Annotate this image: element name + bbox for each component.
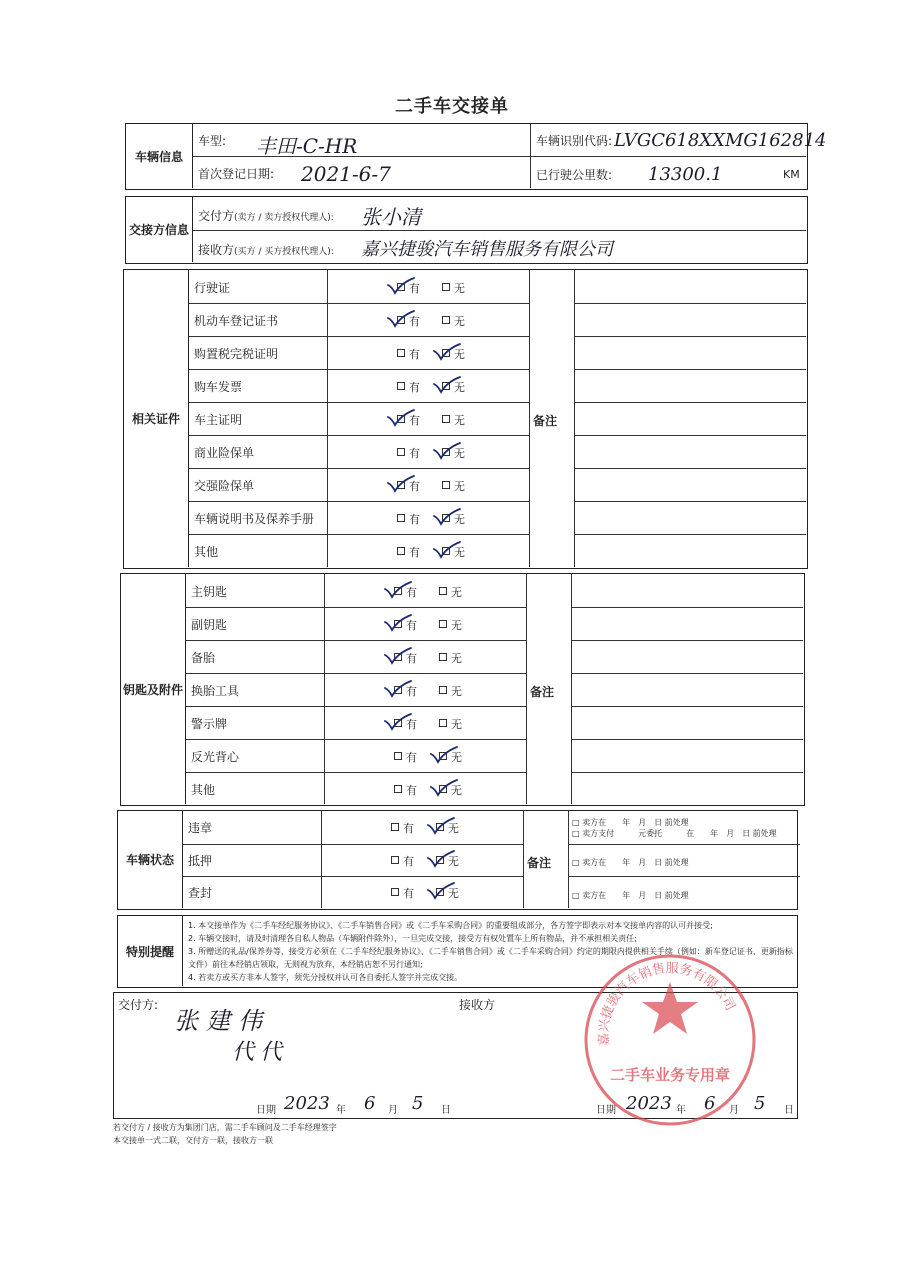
status-option-no[interactable]: 无 xyxy=(436,820,459,836)
sign-receiver-label: 接收方 xyxy=(459,998,496,1012)
check-mark-icon xyxy=(426,850,456,868)
document-option-yes[interactable]: 有 xyxy=(397,412,420,428)
check-mark-icon xyxy=(432,376,462,394)
check-mark-icon xyxy=(432,541,462,559)
key-option-yes[interactable]: 有 xyxy=(394,683,417,699)
receiver-value: 嘉兴捷骏汽车销售服务有限公司 xyxy=(361,239,613,260)
status-item-label: 抵押 xyxy=(188,853,213,868)
document-option-yes[interactable]: 有 xyxy=(397,379,420,395)
document-option-yes[interactable]: 有 xyxy=(397,313,420,329)
documents-label: 相关证件 xyxy=(124,270,189,567)
key-item-label: 副钥匙 xyxy=(191,617,228,632)
document-option-no[interactable]: 无 xyxy=(442,412,465,428)
check-mark-icon xyxy=(386,475,416,493)
key-option-no[interactable]: 无 xyxy=(439,650,462,666)
check-mark-icon xyxy=(383,581,413,599)
page-title: 二手车交接单 xyxy=(395,96,509,117)
check-mark-icon xyxy=(426,817,456,835)
document-option-yes[interactable]: 有 xyxy=(397,478,420,494)
document-option-yes[interactable]: 有 xyxy=(397,544,420,560)
mileage-label: 已行驶公里数: xyxy=(536,168,613,182)
status-option-no[interactable]: 无 xyxy=(436,885,459,901)
document-option-no[interactable]: 无 xyxy=(442,445,465,461)
mileage-value: 13300.1 xyxy=(648,164,723,185)
document-item-label: 车辆说明书及保养手册 xyxy=(194,511,315,526)
document-option-yes[interactable]: 有 xyxy=(397,511,420,527)
key-option-yes[interactable]: 有 xyxy=(394,749,417,765)
reg-date-value: 2021-6-7 xyxy=(301,162,391,186)
footer-line-1: 若交付方 / 接收方为集团门店，需二手车顾问及二手车经理签字 xyxy=(113,1123,337,1132)
document-option-no[interactable]: 无 xyxy=(442,313,465,329)
document-item-label: 商业险保单 xyxy=(194,445,255,460)
keys-remarks-label: 备注 xyxy=(530,685,555,699)
deliverer-label: 交付方(卖方 / 卖方授权代理人): xyxy=(198,209,334,223)
document-option-no[interactable]: 无 xyxy=(442,379,465,395)
right-date-label: 日期 xyxy=(596,1105,616,1116)
document-option-no[interactable]: 无 xyxy=(442,544,465,560)
document-item-label: 购车发票 xyxy=(194,379,243,394)
key-item-label: 备胎 xyxy=(191,650,216,665)
parties-section xyxy=(125,196,808,264)
footer-line-2: 本交接单一式二联，交付方一联，接收方一联 xyxy=(113,1136,273,1145)
key-item-label: 警示牌 xyxy=(191,716,228,731)
status-item-label: 查封 xyxy=(188,886,213,901)
document-item-label: 车主证明 xyxy=(194,412,243,427)
deliverer-value: 张小清 xyxy=(361,205,421,229)
key-item-label: 其他 xyxy=(191,782,216,797)
left-day-label: 日 xyxy=(441,1105,451,1116)
parties-label: 交接方信息 xyxy=(126,197,193,262)
right-date-day: 5 xyxy=(754,1093,766,1114)
document-option-no[interactable]: 无 xyxy=(442,346,465,362)
key-option-yes[interactable]: 有 xyxy=(394,650,417,666)
model-label: 车型: xyxy=(198,134,227,148)
stamp-star xyxy=(642,982,698,1034)
vehicle-info-label: 车辆信息 xyxy=(126,124,193,188)
company-stamp xyxy=(580,950,760,1130)
vehicle-status-section xyxy=(117,810,798,910)
key-option-yes[interactable]: 有 xyxy=(394,782,417,798)
vin-value: LVGC618XXMG162814 xyxy=(614,130,827,151)
status-label: 车辆状态 xyxy=(118,811,183,908)
vin-label: 车辆识别代码: xyxy=(536,134,613,148)
status-option-no[interactable]: 无 xyxy=(436,853,459,869)
check-mark-icon xyxy=(386,409,416,427)
left-date-label: 日期 xyxy=(256,1105,276,1116)
keys-label: 钥匙及附件 xyxy=(121,574,186,804)
check-mark-icon xyxy=(386,277,416,295)
document-option-no[interactable]: 无 xyxy=(442,511,465,527)
left-date-year: 2023 xyxy=(284,1093,330,1114)
note-line-1: 1. 本交接单作为《二手车经纪服务协议》、《二手车销售合同》或《二手车采购合同》的重要组成部分，各方签字即表示对本交接单内容的认可并接受; xyxy=(188,921,713,930)
sign-deliverer-label: 交付方: xyxy=(118,998,159,1012)
note-line-4: 4. 若卖方或买方非本人签字，须先分授权并认可各自委托人签字并完成交接。 xyxy=(188,973,463,982)
key-option-yes[interactable]: 有 xyxy=(394,617,417,633)
deliverer-signature-2: 代代 xyxy=(232,1040,289,1065)
document-option-no[interactable]: 无 xyxy=(442,280,465,296)
document-item-label: 行驶证 xyxy=(194,280,231,295)
left-date-day: 5 xyxy=(412,1093,424,1114)
mileage-unit: KM xyxy=(783,168,800,181)
document-item-label: 购置税完税证明 xyxy=(194,346,279,361)
key-option-no[interactable]: 无 xyxy=(439,683,462,699)
check-mark-icon xyxy=(429,746,459,764)
documents-remarks-label: 备注 xyxy=(533,414,558,428)
receiver-label: 接收方(买方 / 买方授权代理人): xyxy=(198,243,334,257)
notes-label: 特别提醒 xyxy=(118,916,183,986)
document-option-yes[interactable]: 有 xyxy=(397,280,420,296)
check-mark-icon xyxy=(432,508,462,526)
key-option-yes[interactable]: 有 xyxy=(394,584,417,600)
documents-section xyxy=(123,269,808,569)
left-month-label: 月 xyxy=(388,1105,398,1116)
check-mark-icon xyxy=(383,713,413,731)
document-item-label: 其他 xyxy=(194,544,219,559)
keys-section xyxy=(120,573,805,806)
key-item-label: 换胎工具 xyxy=(191,683,240,698)
left-date-month: 6 xyxy=(364,1093,376,1114)
stamp-main-text: 二手车业务专用章 xyxy=(609,1066,731,1084)
key-option-no[interactable]: 无 xyxy=(439,617,462,633)
key-option-no[interactable]: 无 xyxy=(439,584,462,600)
key-item-label: 主钥匙 xyxy=(191,584,228,599)
check-mark-icon xyxy=(426,882,456,900)
status-remark-line-3: □ 卖方在 年 月 日 前处理 xyxy=(572,858,689,867)
document-option-yes[interactable]: 有 xyxy=(397,346,420,362)
document-item-label: 交强险保单 xyxy=(194,478,255,493)
left-year-label: 年 xyxy=(336,1105,346,1116)
right-date-month: 6 xyxy=(704,1093,716,1114)
key-option-no[interactable]: 无 xyxy=(439,782,462,798)
right-day-label: 日 xyxy=(784,1105,794,1116)
check-mark-icon xyxy=(432,442,462,460)
status-option-yes[interactable]: 有 xyxy=(391,885,414,901)
vehicle-info-section xyxy=(125,123,827,190)
check-mark-icon xyxy=(383,647,413,665)
key-item-label: 反光背心 xyxy=(191,749,240,764)
key-option-no[interactable]: 无 xyxy=(439,716,462,732)
check-mark-icon xyxy=(429,779,459,797)
right-year-label: 年 xyxy=(676,1105,686,1116)
status-remark-line-2: □ 卖方支付 元委托 在 年 月 日 前处理 xyxy=(572,829,777,838)
status-option-yes[interactable]: 有 xyxy=(391,820,414,836)
status-remark-line-1: □ 卖方在 年 月 日 前处理 xyxy=(572,818,689,827)
note-line-3: 3. 所赠送的礼品/保养券等，接受方必须在《二手车经纪服务协议》、《二手车销售合同》或《二手车采购合同》约定的期限内提供相关手续（例如：新车登记证书、更新指标文件）前往本经销店领取，无则视为放弃，本经销店恕不另行通知; xyxy=(188,947,793,969)
stamp-ring-text: 嘉兴捷骏汽车销售服务有限公司 xyxy=(596,961,738,1047)
right-date-year: 2023 xyxy=(626,1093,672,1114)
check-mark-icon xyxy=(432,343,462,361)
document-option-yes[interactable]: 有 xyxy=(397,445,420,461)
key-option-yes[interactable]: 有 xyxy=(394,716,417,732)
status-option-yes[interactable]: 有 xyxy=(391,853,414,869)
model-value: 丰田-C-HR xyxy=(256,134,358,158)
deliverer-signature: 张建伟 xyxy=(174,1007,270,1035)
check-mark-icon xyxy=(383,680,413,698)
note-line-2: 2. 车辆交接时，请及时清理各自私人物品（车辆附件除外），一旦完成交接，接受方有权处置车上所有物品，并不承担相关责任; xyxy=(188,934,637,943)
reg-date-label: 首次登记日期: xyxy=(198,167,275,181)
check-mark-icon xyxy=(386,310,416,328)
check-mark-icon xyxy=(383,614,413,632)
status-remarks-label: 备注 xyxy=(527,856,552,870)
right-month-label: 月 xyxy=(729,1105,739,1116)
key-option-no[interactable]: 无 xyxy=(439,749,462,765)
document-item-label: 机动车登记证书 xyxy=(194,313,279,328)
status-remark-line-4: □ 卖方在 年 月 日 前处理 xyxy=(572,891,689,900)
document-option-no[interactable]: 无 xyxy=(442,478,465,494)
status-item-label: 违章 xyxy=(188,821,213,836)
